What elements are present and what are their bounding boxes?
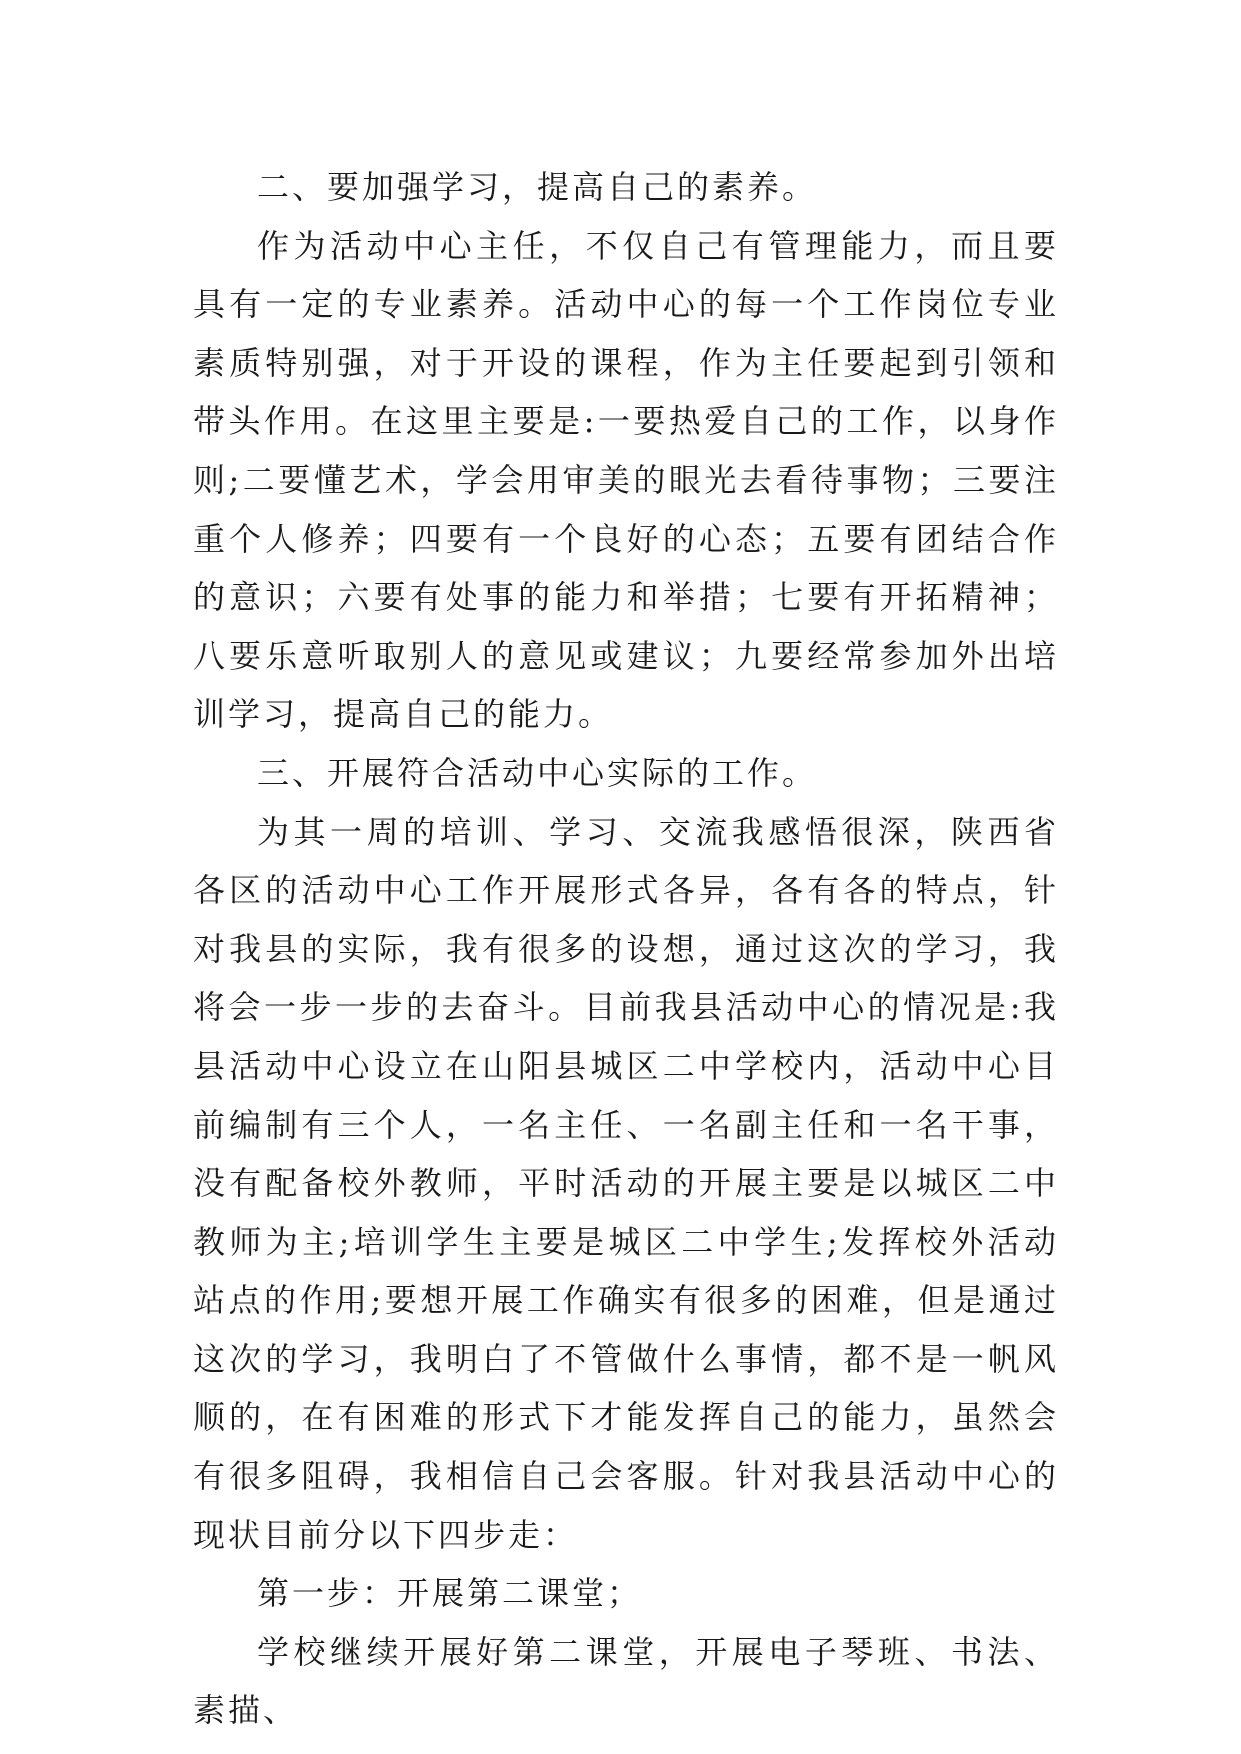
section-heading-2: 二、要加强学习，提高自己的素养。: [257, 168, 818, 206]
paragraph-second-classroom: 学校继续开展好第二课堂，开展电子琴班、书法、素描、: [193, 1632, 1059, 1730]
paragraph-director-qualities: 作为活动中心主任，不仅自己有管理能力，而且要具有一定的专业素养。活动中心的每一个工作岗位专业素质特别强，对于开设的课程，作为主任要起到引领和带头作用。在这里主要是:一要热爱自己的工作，以身作则;二要懂艺术，学会用审美的眼光去看待事物；三要注重个人修养；四要有一个良好的心态；五要有团结合作的意识；六要有处事的能力和举措；七要有开拓精神；八要乐意听取别人的意见或建议；九要经常参加外出培训学习，提高自己的能力。: [193, 226, 1059, 734]
document-body: [193, 158, 1059, 1740]
step-one-heading: 第一步：开展第二课堂；: [257, 1574, 643, 1613]
paragraph-current-situation: 为其一周的培训、学习、交流我感悟很深，陕西省各区的活动中心工作开展形式各异，各有各的特点，针对我县的实际，我有很多的设想，通过这次的学习，我将会一步一步的去奋斗。目前我县活动中心的情况是:我县活动中心设立在山阳县城区二中学校内，活动中心目前编制有三个人，一名主任、一名副主任和一名干事，没有配备校外教师，平时活动的开展主要是以城区二中教师为主;培训学生主要是城区二中学生;发挥校外活动站点的作用;要想开展工作确实有很多的困难，但是通过这次的学习，我明白了不管做什么事情，都不是一帆风顺的，在有困难的形式下才能发挥自己的能力，虽然会有很多阻碍，我相信自己会客服。针对我县活动中心的现状目前分以下四步走：: [193, 812, 1059, 1554]
section-heading-3: 三、开展符合活动中心实际的工作。: [257, 753, 818, 792]
